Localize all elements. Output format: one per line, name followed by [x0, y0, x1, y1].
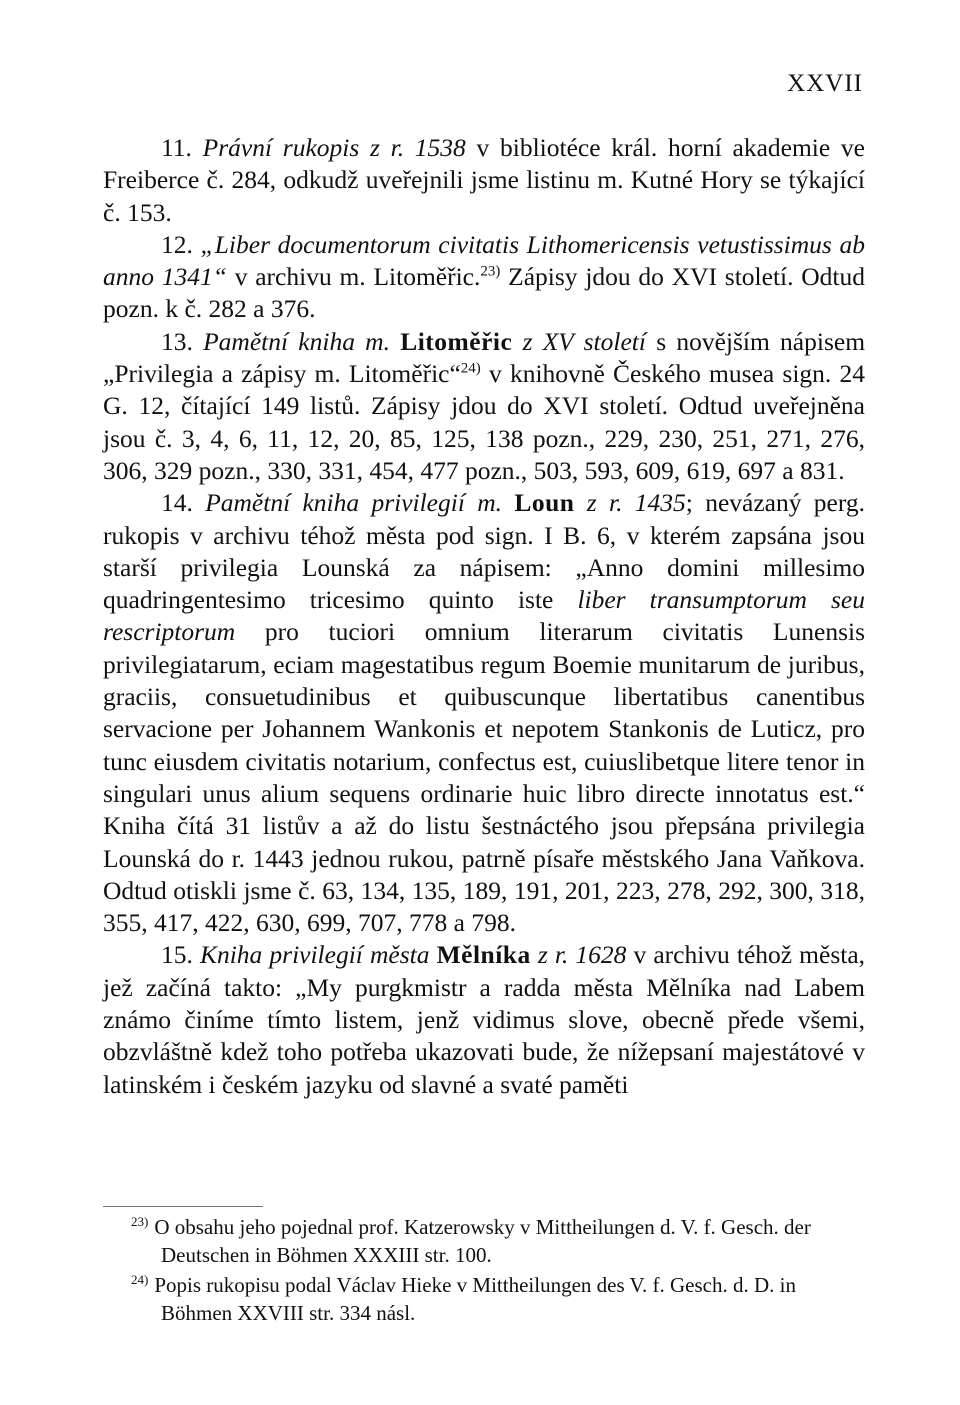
paragraph-11: [103, 132, 865, 229]
footnotes: [103, 1214, 865, 1330]
paragraph-body-continued: pro tuciori omnium literarum civitatis Lunensis privilegiatarum, eciam magestatibus regum Boemie munitarum de juribus, graciis, consuetudinibus et quibuscunque libertatibus canentibus servacione per Johannem Wankonis et nepotem Stankonis de Luticz, pro tunc eiusdem civitatis notarium, confectus est, cuiuslibetque litere tenor in singulari unus alium sequens ordinarie huic libro directe innotatus est.“ Kniha čítá 31 listův a až do listu šestnáctého jsou přepsána privilegia Lounská do r. 1443 jednou rukou, patrně písaře městského Jana Vaňkova. Odtud otiskli jsme č. 63, 134, 135, 189, 191, 201, 223, 278, 292, 300, 318, 355, 417, 422, 630, 699, 707, 778 a 798.: [103, 617, 865, 938]
manuscript-date: z r. 1435: [586, 488, 686, 518]
paragraph-number: 14.: [161, 488, 193, 518]
manuscript-title: „Liber documentorum civitatis Lithomericensis vetustissimus ab anno 1341“: [103, 229, 865, 292]
paragraph-body: ; nevázaný perg. rukopis v archivu téhož města pod sign. I B. 6, v kterém zapsána jsou starší privilegia Lounská za nápisem: „Anno domini millesimo quadringentesimo tricesimo quinto iste: [103, 488, 865, 615]
footnote-24: [103, 1272, 865, 1327]
paragraph-body: v bibliotéce král. horní akademie ve Freiberce č. 284, odkudž uveřejnili jsme listinu m. Kutné Hory se týkající č. 153.: [103, 133, 865, 227]
footnote-mark: 24): [131, 1272, 149, 1287]
footnote-23: [103, 1214, 865, 1269]
page-number: XXVII: [787, 70, 863, 97]
paragraph-body-continued: Zápisy jdou do XVI století. Odtud pozn. k č. 282 a 376.: [103, 262, 866, 324]
city-name: Loun: [514, 488, 575, 518]
paragraph-number: 11.: [161, 133, 192, 162]
paragraph-body: v archivu téhož města, jež začíná takto: „My purgkmistr a radda města Mělníka nad Labem známo činíme tímto listem, jenž vidimus slove, obecně přede všemi, obzvláštně kdež toho potřeba ukazovati bude, že nížepsaní majestátové v latinském i českém jazyku od slavné a svaté paměti: [103, 940, 866, 1099]
quoted-italic-phrase: liber transumptorum seu rescriptorum: [103, 585, 865, 647]
manuscript-title: Právní rukopis z r. 1538: [202, 133, 466, 162]
manuscript-date: z r. 1628: [537, 940, 627, 970]
footnote-text: O obsahu jeho pojednal prof. Katzerowsky v Mittheilungen d. V. f. Gesch. der Deutschen in Böhmen XXXIII str. 100.: [154, 1215, 811, 1267]
footnote-divider: [103, 1206, 263, 1207]
paragraph-number: 15.: [161, 940, 193, 970]
paragraph-body: s novějším nápisem „Privilegia a zápisy m. Litoměřic“: [103, 326, 866, 389]
paragraph-15: [103, 939, 865, 1100]
footnote-ref-23: 23): [480, 263, 501, 280]
paragraph-body-continued: v knihovně Českého musea sign. 24 G. 12, čítající 149 listů. Zápisy jdou do XVI století. Odtud uveřejněna jsou č. 3, 4, 6, 11, 12, 20, 85, 125, 138 pozn., 229, 230, 251, 271, 276, 306, 329 pozn., 330, 331, 454, 477 pozn., 503, 593, 609, 619, 697 a 831.: [103, 359, 865, 485]
paragraph-12: [103, 229, 865, 326]
footnote-mark: 23): [131, 1214, 149, 1229]
paragraph-body: v archivu m. Litoměřic.: [226, 262, 481, 292]
manuscript-title: Kniha privilegií města: [199, 940, 430, 970]
paragraph-14: [103, 487, 865, 939]
main-text: [103, 132, 865, 1101]
paragraph-13: [103, 326, 865, 487]
manuscript-title: Pamětní kniha m.: [203, 326, 390, 356]
manuscript-date: z XV století: [522, 326, 646, 356]
paragraph-number: 13.: [161, 326, 193, 356]
city-name: Litoměřic: [400, 326, 513, 356]
city-name: Mělníka: [436, 940, 531, 970]
footnote-text: Popis rukopisu podal Václav Hieke v Mittheilungen des V. f. Gesch. d. D. in Böhmen XXVIII str. 334 násl.: [154, 1273, 796, 1325]
paragraph-number: 12.: [161, 229, 193, 259]
manuscript-title: Pamětní kniha privilegií m.: [205, 488, 503, 518]
footnote-ref-24: 24): [460, 360, 481, 377]
